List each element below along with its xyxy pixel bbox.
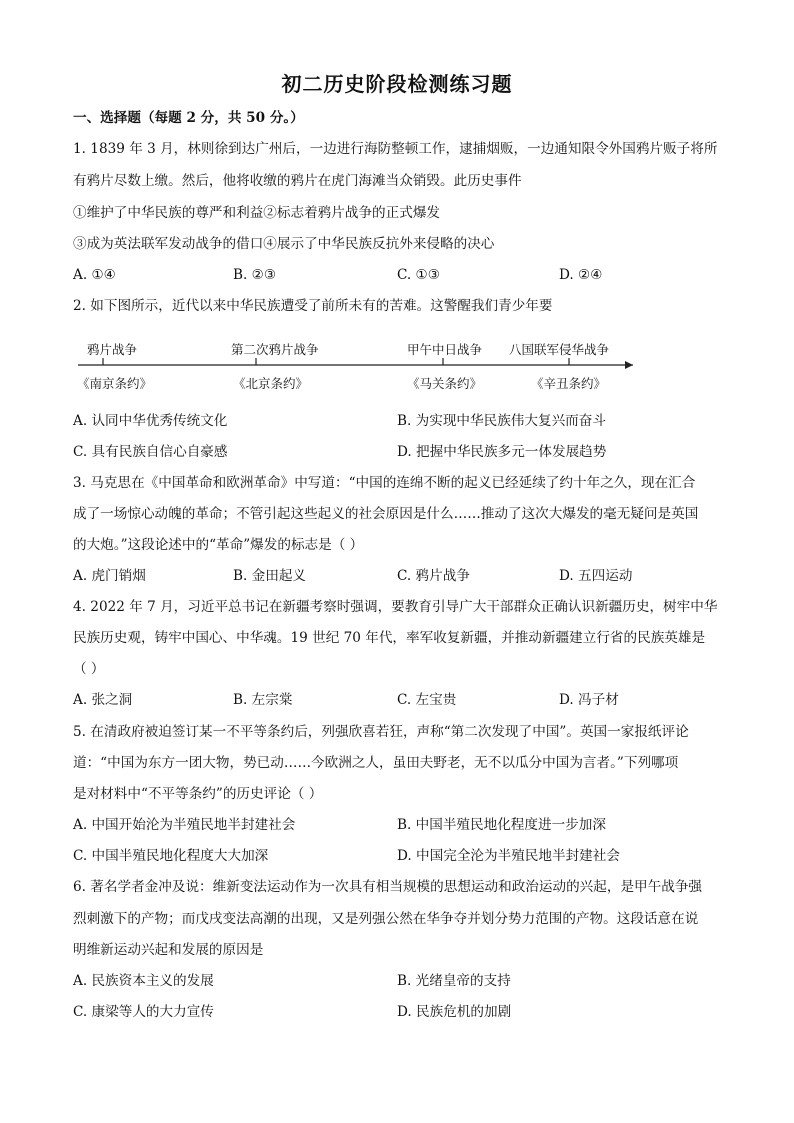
page-title: 初二历史阶段检测练习题 bbox=[281, 72, 513, 96]
timeline-event: 鸦片战争 bbox=[87, 342, 138, 357]
q6-option-a[interactable]: A. 民族资本主义的发展 bbox=[73, 973, 214, 989]
q5-option-d[interactable]: D. 中国完全沦为半殖民地半封建社会 bbox=[397, 848, 620, 864]
q6-option-c[interactable]: C. 康梁等人的大力宣传 bbox=[73, 1004, 214, 1020]
question-5-line: 是对材料中“不平等条约”的历史评论（ ） bbox=[73, 786, 323, 802]
treaty-timeline bbox=[73, 336, 633, 396]
q5-option-b[interactable]: B. 中国半殖民地化程度进一步加深 bbox=[397, 817, 606, 833]
question-5-line: 5. 在清政府被迫签订某一不平等条约后，列强欣喜若狂，声称“第二次发现了中国”。英国一家报纸评论 bbox=[73, 724, 689, 740]
question-2-line: 2. 如下图所示，近代以来中华民族遭受了前所未有的苦难。这警醒我们青少年要 bbox=[73, 298, 553, 314]
question-4-line: （ ） bbox=[73, 661, 105, 677]
q1-option-b[interactable]: B. ②③ bbox=[233, 267, 277, 283]
question-4-line: 4. 2022 年 7 月，习近平总书记在新疆考察时强调，要教育引导广大干部群众正确认识新疆历史，树牢中华 bbox=[73, 599, 718, 615]
question-3-line: 成了一场惊心动魄的革命；不管引起这些起义的社会原因是什么……推动了这次大爆发的毫无疑问是英国 bbox=[73, 506, 699, 522]
question-6-line: 6. 著名学者金冲及说：维新变法运动作为一次具有相当规模的思想运动和政治运动的兴起，是甲午战争强 bbox=[73, 879, 703, 895]
q6-option-d[interactable]: D. 民族危机的加剧 bbox=[397, 1004, 512, 1020]
timeline-treaty: 《马关条约》 bbox=[407, 376, 483, 391]
q2-option-d[interactable]: D. 把握中华民族多元一体发展趋势 bbox=[397, 444, 607, 460]
q6-option-b[interactable]: B. 光绪皇帝的支持 bbox=[397, 973, 511, 989]
q3-option-a[interactable]: A. 虎门销烟 bbox=[73, 568, 146, 584]
section-heading: 一、选择题（每题 2 分，共 50 分。） bbox=[73, 110, 304, 126]
question-3-line: 3. 马克思在《中国革命和欧洲革命》中写道：“中国的连绵不断的起义已经延续了约十年之久，现在汇合 bbox=[73, 475, 696, 491]
q2-option-a[interactable]: A. 认同中华优秀传统文化 bbox=[73, 413, 228, 429]
q3-option-b[interactable]: B. 金田起义 bbox=[233, 568, 307, 584]
timeline-treaty: 《北京条约》 bbox=[233, 376, 309, 391]
q2-option-b[interactable]: B. 为实现中华民族伟大复兴而奋斗 bbox=[397, 413, 606, 429]
q5-option-a[interactable]: A. 中国开始沦为半殖民地半封建社会 bbox=[73, 817, 296, 833]
q4-option-a[interactable]: A. 张之洞 bbox=[73, 692, 133, 708]
question-1-line: 1. 1839 年 3 月，林则徐到达广州后，一边进行海防整顿工作，逮捕烟贩，一边通知限令外国鸦片贩子将所 bbox=[73, 141, 718, 157]
q5-option-c[interactable]: C. 中国半殖民地化程度大大加深 bbox=[73, 848, 269, 864]
question-1-line: 有鸦片尽数上缴。然后，他将收缴的鸦片在虎门海滩当众销毁。此历史事件 bbox=[73, 173, 522, 189]
timeline-event: 第二次鸦片战争 bbox=[231, 342, 319, 357]
question-6-line: 烈刺激下的产物；而戊戌变法高潮的出现，又是列强公然在华争夺并划分势力范围的产物。这段话意在说 bbox=[73, 911, 699, 927]
q1-option-c[interactable]: C. ①③ bbox=[397, 267, 440, 283]
q4-option-d[interactable]: D. 冯子材 bbox=[559, 692, 619, 708]
q3-option-c[interactable]: C. 鸦片战争 bbox=[397, 568, 470, 584]
question-1-statement: ③成为英法联军发动战争的借口④展示了中华民族反抗外来侵略的决心 bbox=[73, 236, 495, 252]
q4-option-b[interactable]: B. 左宗棠 bbox=[233, 692, 293, 708]
q3-option-d[interactable]: D. 五四运动 bbox=[559, 568, 633, 584]
timeline-event: 八国联军侵华战争 bbox=[509, 342, 610, 357]
question-4-line: 民族历史观，铸牢中国心、中华魂。19 世纪 70 年代，率军收复新疆，并推动新疆建立行省的民族英雄是 bbox=[73, 630, 706, 646]
q1-option-d[interactable]: D. ②④ bbox=[559, 267, 603, 283]
q4-option-c[interactable]: C. 左宝贵 bbox=[397, 692, 457, 708]
timeline-treaty: 《南京条约》 bbox=[77, 376, 153, 391]
q2-option-c[interactable]: C. 具有民族自信心自豪感 bbox=[73, 444, 228, 460]
timeline-event: 甲午中日战争 bbox=[407, 342, 483, 357]
question-5-line: 道：“中国为东方一团大物，势已动……今欧洲之人，虽田夫野老，无不以瓜分中国为言者。”下列哪项 bbox=[73, 755, 679, 771]
q1-option-a[interactable]: A. ①④ bbox=[73, 267, 116, 283]
timeline-treaty: 《辛丑条约》 bbox=[531, 376, 607, 391]
question-1-statement: ①维护了中华民族的尊严和利益②标志着鸦片战争的正式爆发 bbox=[73, 205, 441, 221]
question-3-line: 的大炮。”这段论述中的“革命”爆发的标志是（ ） bbox=[73, 537, 364, 553]
question-6-line: 明维新运动兴起和发展的原因是 bbox=[73, 942, 264, 958]
